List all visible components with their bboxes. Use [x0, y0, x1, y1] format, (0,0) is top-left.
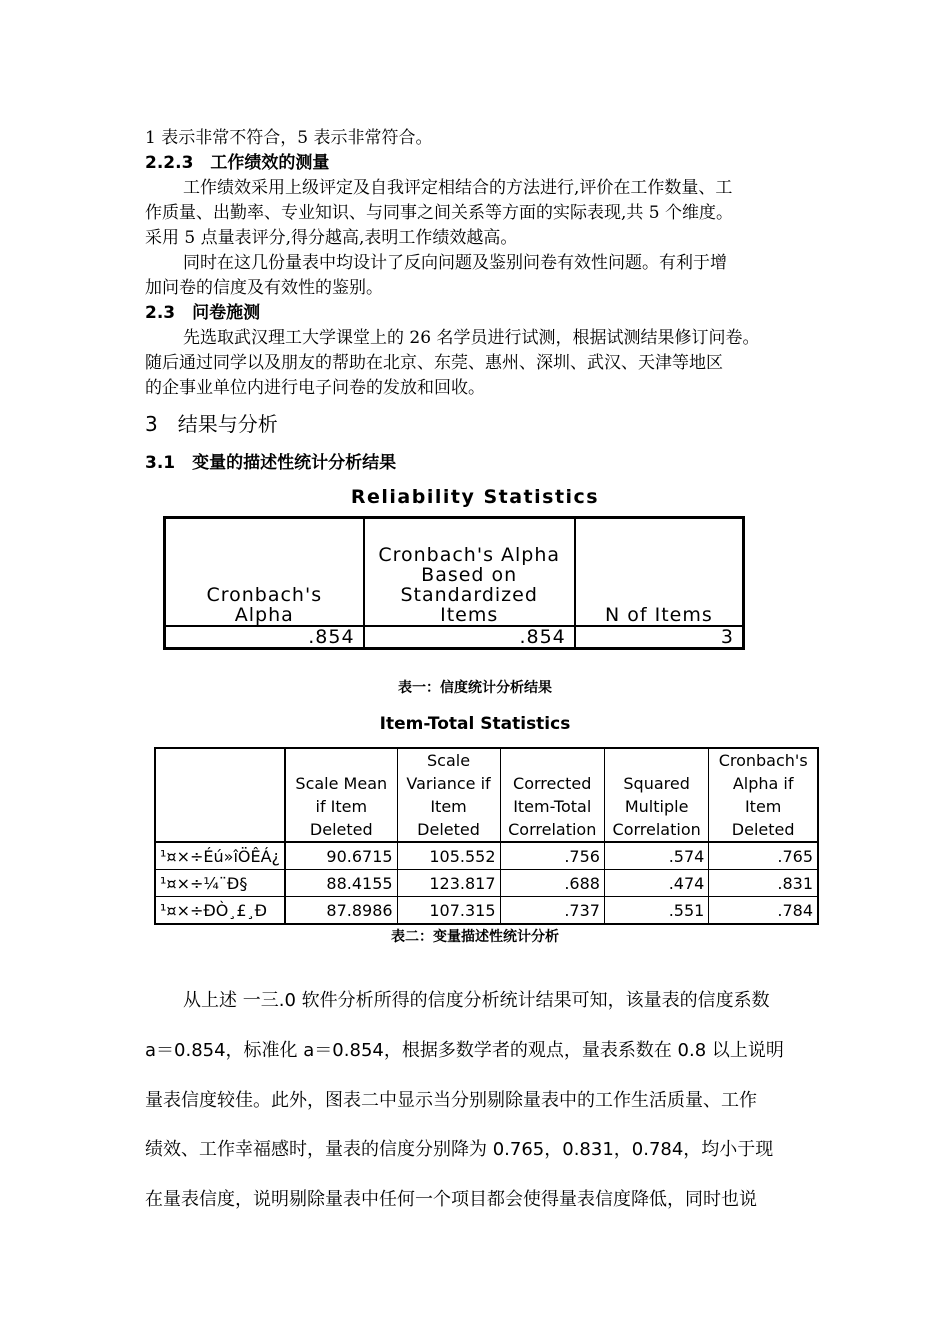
table-cell: 87.8986 — [285, 897, 397, 925]
conclusion-line: 从上述 一三.0 软件分析所得的信度分析统计结果可知，该量表的信度系数 — [183, 990, 770, 1011]
col-header: Corrected Item-Total Correlation — [500, 748, 604, 842]
table-cell: 105.552 — [397, 842, 500, 870]
conclusion-line: 在量表信度，说明剔除量表中任何一个项目都会使得量表信度降低，同时也说 — [145, 1189, 757, 1210]
table-cell: 107.315 — [397, 897, 500, 925]
table-cell: .688 — [500, 870, 604, 897]
table-cell: .854 — [364, 626, 575, 649]
table-row — [155, 870, 818, 897]
paragraph-line: 先选取武汉理工大学课堂上的 26 名学员进行试测，根据试测结果修订问卷。 — [183, 328, 760, 348]
item-total-table — [154, 747, 819, 925]
paragraph-line: 加问卷的信度及有效性的鉴别。 — [145, 278, 383, 298]
paragraph-line: 的企事业单位内进行电子问卷的发放和回收。 — [145, 378, 485, 398]
col-header: N of Items — [575, 518, 744, 627]
table-cell: .756 — [500, 842, 604, 870]
paragraph-line: 随后通过同学以及朋友的帮助在北京、东莞、惠州、深圳、武汉、天津等地区 — [145, 353, 723, 373]
col-header: Cronbach's Alpha — [165, 518, 364, 627]
paragraph-line: 同时在这几份量表中均设计了反向问题及鉴别问卷有效性问题。有利于增 — [183, 253, 727, 273]
table-cell: 3 — [575, 626, 744, 649]
table-cell: .854 — [165, 626, 364, 649]
row-label: ¹¤×÷Éú»îÖÊÁ¿ — [155, 842, 285, 870]
table-cell: 88.4155 — [285, 870, 397, 897]
reliability-table-title: Reliability Statistics — [350, 486, 600, 508]
row-label: ¹¤×÷ÐÒ¸£¸Ð — [155, 897, 285, 925]
col-header: Scale Variance if Item Deleted — [397, 748, 500, 842]
table-cell: .474 — [604, 870, 708, 897]
table-cell: .551 — [604, 897, 708, 925]
text-line: 1 表示非常不符合，5 表示非常符合。 — [145, 128, 433, 148]
conclusion-line: 绩效、工作幸福感时，量表的信度分别降为 0.765，0.831，0.784，均小于现 — [145, 1139, 774, 1160]
table-1-caption: 表一：信度统计分析结果 — [398, 680, 552, 696]
paragraph-line: 工作绩效采用上级评定及自我评定相结合的方法进行,评价在工作数量、工 — [183, 178, 733, 198]
heading-2-3: 2.3 问卷施测 — [145, 303, 261, 323]
table-cell: .737 — [500, 897, 604, 925]
table-cell: 90.6715 — [285, 842, 397, 870]
row-label: ¹¤×÷¼¨Ð§ — [155, 870, 285, 897]
heading-3-1: 3.1 变量的描述性统计分析结果 — [145, 453, 397, 473]
heading-3: 3 结果与分析 — [145, 412, 278, 436]
col-header: Squared Multiple Correlation — [604, 748, 708, 842]
paragraph-line: 采用 5 点量表评分,得分越高,表明工作绩效越高。 — [145, 228, 518, 248]
table-row — [155, 897, 818, 925]
table-row — [155, 842, 818, 870]
paragraph-line: 作质量、出勤率、专业知识、与同事之间关系等方面的实际表现,共 5 个维度。 — [145, 203, 734, 223]
reliability-table — [163, 516, 745, 650]
conclusion-line: 量表信度较佳。此外，图表二中显示当分别剔除量表中的工作生活质量、工作 — [145, 1090, 757, 1111]
table-cell: .765 — [709, 842, 818, 870]
table-cell: .574 — [604, 842, 708, 870]
col-header: Cronbach's Alpha if Item Deleted — [709, 748, 818, 842]
table-2-caption: 表二：变量描述性统计分析 — [391, 929, 559, 945]
heading-2-2-3: 2.2.3 工作绩效的测量 — [145, 153, 330, 173]
col-header: Cronbach's Alpha Based on Standardized Items — [364, 518, 575, 627]
conclusion-line: a＝0.854，标准化 a＝0.854，根据多数学者的观点，量表系数在 0.8 以上说明 — [145, 1040, 784, 1061]
table-cell: 123.817 — [397, 870, 500, 897]
table-cell: .831 — [709, 870, 818, 897]
table-cell: .784 — [709, 897, 818, 925]
col-header: Scale Mean if Item Deleted — [285, 748, 397, 842]
item-table-title: Item-Total Statistics — [379, 714, 571, 734]
corner-cell — [155, 748, 285, 842]
